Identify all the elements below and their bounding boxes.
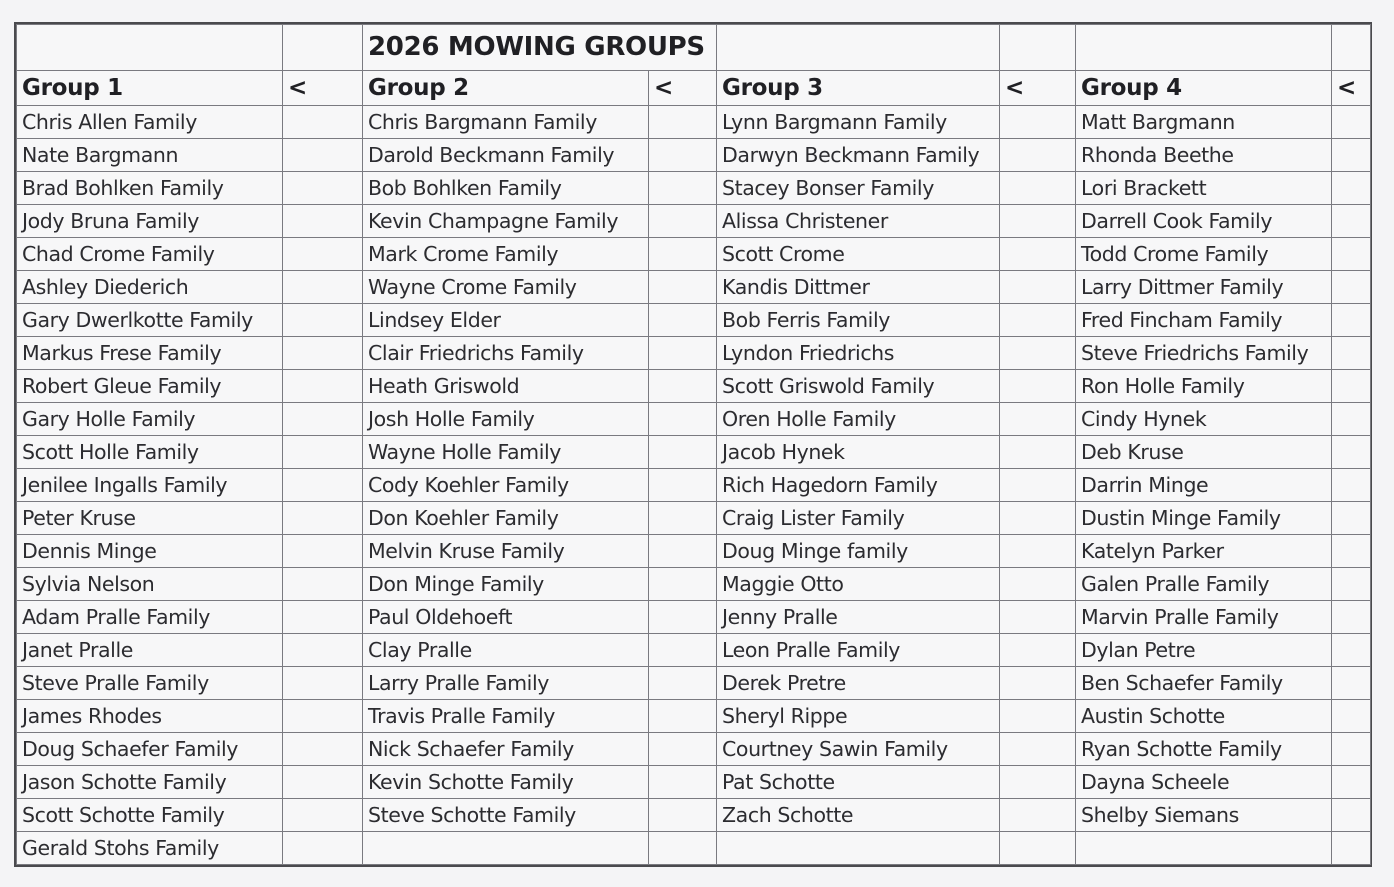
group-1-member-cell: Jason Schotte Family	[17, 766, 283, 799]
group-2-check-cell	[649, 535, 717, 568]
title-spacer-cell	[1076, 25, 1332, 71]
title-spacer-cell	[1000, 25, 1076, 71]
group-4-member-cell: Katelyn Parker	[1076, 535, 1332, 568]
group-4-member-cell: Fred Fincham Family	[1076, 304, 1332, 337]
group-2-check-cell	[649, 700, 717, 733]
group-4-check-cell	[1332, 667, 1371, 700]
group-1-member-cell: Robert Gleue Family	[17, 370, 283, 403]
group-1-check-cell	[283, 700, 363, 733]
group-4-member-cell: Dustin Minge Family	[1076, 502, 1332, 535]
group-3-member-cell: Derek Pretre	[717, 667, 1000, 700]
group-1-member-cell: Jody Bruna Family	[17, 205, 283, 238]
table-row	[17, 304, 1371, 337]
group-2-check-cell	[649, 502, 717, 535]
group-2-member-cell	[363, 832, 649, 865]
group-1-member-cell: Brad Bohlken Family	[17, 172, 283, 205]
group-3-mark: <	[1000, 71, 1076, 106]
group-3-member-cell: Leon Pralle Family	[717, 634, 1000, 667]
group-2-header: Group 2	[363, 71, 649, 106]
group-4-member-cell: Galen Pralle Family	[1076, 568, 1332, 601]
group-3-check-cell	[1000, 106, 1076, 139]
group-4-member-cell: Deb Kruse	[1076, 436, 1332, 469]
group-2-member-cell: Travis Pralle Family	[363, 700, 649, 733]
group-3-member-cell	[717, 832, 1000, 865]
group-2-member-cell: Cody Koehler Family	[363, 469, 649, 502]
table-row	[17, 766, 1371, 799]
header-row	[17, 71, 1371, 106]
group-4-check-cell	[1332, 601, 1371, 634]
group-3-check-cell	[1000, 469, 1076, 502]
group-3-check-cell	[1000, 271, 1076, 304]
table-row	[17, 106, 1371, 139]
title-cell	[363, 25, 717, 71]
group-4-check-cell	[1332, 370, 1371, 403]
group-2-member-cell: Lindsey Elder	[363, 304, 649, 337]
title-spacer-cell	[17, 25, 283, 71]
group-1-check-cell	[283, 205, 363, 238]
group-3-check-cell	[1000, 832, 1076, 865]
group-2-check-cell	[649, 799, 717, 832]
group-3-member-cell: Craig Lister Family	[717, 502, 1000, 535]
group-4-member-cell: Darrell Cook Family	[1076, 205, 1332, 238]
table-row	[17, 799, 1371, 832]
group-1-member-cell: Sylvia Nelson	[17, 568, 283, 601]
table-row	[17, 535, 1371, 568]
group-3-member-cell: Scott Griswold Family	[717, 370, 1000, 403]
group-4-member-cell: Austin Schotte	[1076, 700, 1332, 733]
group-1-member-cell: Scott Schotte Family	[17, 799, 283, 832]
mowing-groups-table	[16, 24, 1371, 865]
group-2-check-cell	[649, 832, 717, 865]
group-2-member-cell: Don Koehler Family	[363, 502, 649, 535]
group-2-mark: <	[649, 71, 717, 106]
group-3-member-cell: Sheryl Rippe	[717, 700, 1000, 733]
group-2-member-cell: Kevin Champagne Family	[363, 205, 649, 238]
table-row	[17, 700, 1371, 733]
group-4-check-cell	[1332, 568, 1371, 601]
group-3-check-cell	[1000, 172, 1076, 205]
group-2-member-cell: Wayne Holle Family	[363, 436, 649, 469]
group-3-check-cell	[1000, 238, 1076, 271]
group-1-member-cell: Nate Bargmann	[17, 139, 283, 172]
group-1-check-cell	[283, 139, 363, 172]
group-4-member-cell: Ryan Schotte Family	[1076, 733, 1332, 766]
group-3-check-cell	[1000, 304, 1076, 337]
group-4-member-cell: Matt Bargmann	[1076, 106, 1332, 139]
group-4-member-cell: Ron Holle Family	[1076, 370, 1332, 403]
group-4-check-cell	[1332, 535, 1371, 568]
group-4-check-cell	[1332, 271, 1371, 304]
page-title: 2026 MOWING GROUPS	[368, 32, 705, 62]
group-3-check-cell	[1000, 667, 1076, 700]
group-3-check-cell	[1000, 139, 1076, 172]
group-4-check-cell	[1332, 403, 1371, 436]
group-4-check-cell	[1332, 304, 1371, 337]
group-3-member-cell: Stacey Bonser Family	[717, 172, 1000, 205]
group-1-member-cell: Ashley Diederich	[17, 271, 283, 304]
group-4-check-cell	[1332, 766, 1371, 799]
group-2-member-cell: Bob Bohlken Family	[363, 172, 649, 205]
group-2-check-cell	[649, 733, 717, 766]
group-2-check-cell	[649, 271, 717, 304]
title-spacer-cell	[1332, 25, 1371, 71]
group-4-check-cell	[1332, 700, 1371, 733]
group-4-check-cell	[1332, 799, 1371, 832]
group-2-check-cell	[649, 469, 717, 502]
group-1-check-cell	[283, 370, 363, 403]
group-3-member-cell: Courtney Sawin Family	[717, 733, 1000, 766]
group-3-check-cell	[1000, 337, 1076, 370]
group-2-check-cell	[649, 403, 717, 436]
group-1-check-cell	[283, 403, 363, 436]
group-2-member-cell: Mark Crome Family	[363, 238, 649, 271]
group-4-member-cell: Dylan Petre	[1076, 634, 1332, 667]
group-1-member-cell: James Rhodes	[17, 700, 283, 733]
group-1-check-cell	[283, 238, 363, 271]
group-1-check-cell	[283, 601, 363, 634]
group-3-member-cell: Jenny Pralle	[717, 601, 1000, 634]
group-1-check-cell	[283, 832, 363, 865]
group-3-member-cell: Oren Holle Family	[717, 403, 1000, 436]
group-4-mark: <	[1332, 71, 1371, 106]
table-row	[17, 205, 1371, 238]
group-4-member-cell: Dayna Scheele	[1076, 766, 1332, 799]
group-3-check-cell	[1000, 370, 1076, 403]
group-1-check-cell	[283, 271, 363, 304]
group-2-check-cell	[649, 370, 717, 403]
group-2-member-cell: Kevin Schotte Family	[363, 766, 649, 799]
group-4-check-cell	[1332, 469, 1371, 502]
group-2-check-cell	[649, 436, 717, 469]
group-3-member-cell: Jacob Hynek	[717, 436, 1000, 469]
group-2-member-cell: Chris Bargmann Family	[363, 106, 649, 139]
group-4-check-cell	[1332, 205, 1371, 238]
group-1-mark: <	[283, 71, 363, 106]
group-4-member-cell: Todd Crome Family	[1076, 238, 1332, 271]
group-2-member-cell: Josh Holle Family	[363, 403, 649, 436]
group-1-member-cell: Markus Frese Family	[17, 337, 283, 370]
group-1-check-cell	[283, 667, 363, 700]
group-1-member-cell: Gerald Stohs Family	[17, 832, 283, 865]
group-4-check-cell	[1332, 502, 1371, 535]
group-2-check-cell	[649, 139, 717, 172]
table-row	[17, 403, 1371, 436]
group-3-check-cell	[1000, 700, 1076, 733]
group-4-member-cell	[1076, 832, 1332, 865]
group-1-check-cell	[283, 304, 363, 337]
group-4-header: Group 4	[1076, 71, 1332, 106]
group-3-member-cell: Lyndon Friedrichs	[717, 337, 1000, 370]
group-3-check-cell	[1000, 205, 1076, 238]
group-2-check-cell	[649, 238, 717, 271]
group-2-check-cell	[649, 667, 717, 700]
table-row	[17, 436, 1371, 469]
group-4-check-cell	[1332, 139, 1371, 172]
table-row	[17, 733, 1371, 766]
group-4-check-cell	[1332, 832, 1371, 865]
table-row	[17, 469, 1371, 502]
title-spacer-cell	[283, 25, 363, 71]
group-3-check-cell	[1000, 502, 1076, 535]
group-4-check-cell	[1332, 172, 1371, 205]
table-row	[17, 271, 1371, 304]
group-4-check-cell	[1332, 106, 1371, 139]
title-row	[17, 25, 1371, 71]
group-1-check-cell	[283, 766, 363, 799]
group-1-check-cell	[283, 733, 363, 766]
group-3-check-cell	[1000, 568, 1076, 601]
group-1-header: Group 1	[17, 71, 283, 106]
group-1-member-cell: Peter Kruse	[17, 502, 283, 535]
group-2-member-cell: Don Minge Family	[363, 568, 649, 601]
table-row	[17, 172, 1371, 205]
group-2-member-cell: Paul Oldehoeft	[363, 601, 649, 634]
group-2-check-cell	[649, 337, 717, 370]
group-2-check-cell	[649, 634, 717, 667]
group-3-header: Group 3	[717, 71, 1000, 106]
group-3-check-cell	[1000, 733, 1076, 766]
group-4-member-cell: Rhonda Beethe	[1076, 139, 1332, 172]
group-4-check-cell	[1332, 238, 1371, 271]
group-1-member-cell: Chris Allen Family	[17, 106, 283, 139]
table-row	[17, 667, 1371, 700]
group-3-member-cell: Lynn Bargmann Family	[717, 106, 1000, 139]
group-3-member-cell: Darwyn Beckmann Family	[717, 139, 1000, 172]
group-3-member-cell: Scott Crome	[717, 238, 1000, 271]
group-4-member-cell: Shelby Siemans	[1076, 799, 1332, 832]
group-2-member-cell: Wayne Crome Family	[363, 271, 649, 304]
group-2-member-cell: Clay Pralle	[363, 634, 649, 667]
group-3-member-cell: Alissa Christener	[717, 205, 1000, 238]
group-2-member-cell: Clair Friedrichs Family	[363, 337, 649, 370]
group-3-check-cell	[1000, 403, 1076, 436]
group-2-check-cell	[649, 568, 717, 601]
group-4-check-cell	[1332, 436, 1371, 469]
group-1-member-cell: Dennis Minge	[17, 535, 283, 568]
group-2-member-cell: Nick Schaefer Family	[363, 733, 649, 766]
group-1-check-cell	[283, 106, 363, 139]
table-row	[17, 832, 1371, 865]
group-3-check-cell	[1000, 766, 1076, 799]
table-row	[17, 238, 1371, 271]
group-4-member-cell: Steve Friedrichs Family	[1076, 337, 1332, 370]
group-1-check-cell	[283, 502, 363, 535]
group-3-member-cell: Kandis Dittmer	[717, 271, 1000, 304]
group-1-check-cell	[283, 568, 363, 601]
group-1-member-cell: Jenilee Ingalls Family	[17, 469, 283, 502]
table-row	[17, 634, 1371, 667]
group-1-member-cell: Janet Pralle	[17, 634, 283, 667]
group-1-check-cell	[283, 172, 363, 205]
group-3-member-cell: Rich Hagedorn Family	[717, 469, 1000, 502]
table-row	[17, 568, 1371, 601]
group-3-member-cell: Doug Minge family	[717, 535, 1000, 568]
group-1-member-cell: Scott Holle Family	[17, 436, 283, 469]
mowing-groups-sheet	[14, 22, 1372, 867]
group-2-member-cell: Heath Griswold	[363, 370, 649, 403]
group-1-check-cell	[283, 799, 363, 832]
group-1-check-cell	[283, 469, 363, 502]
group-4-check-cell	[1332, 733, 1371, 766]
group-4-member-cell: Cindy Hynek	[1076, 403, 1332, 436]
group-3-check-cell	[1000, 634, 1076, 667]
group-4-check-cell	[1332, 337, 1371, 370]
group-1-member-cell: Adam Pralle Family	[17, 601, 283, 634]
title-spacer-cell	[717, 25, 1000, 71]
group-4-member-cell: Marvin Pralle Family	[1076, 601, 1332, 634]
group-4-check-cell	[1332, 634, 1371, 667]
group-2-check-cell	[649, 304, 717, 337]
group-2-check-cell	[649, 766, 717, 799]
group-2-check-cell	[649, 205, 717, 238]
group-3-check-cell	[1000, 535, 1076, 568]
table-row	[17, 139, 1371, 172]
group-4-member-cell: Darrin Minge	[1076, 469, 1332, 502]
group-2-member-cell: Steve Schotte Family	[363, 799, 649, 832]
group-1-member-cell: Steve Pralle Family	[17, 667, 283, 700]
group-1-check-cell	[283, 634, 363, 667]
group-3-check-cell	[1000, 799, 1076, 832]
table-row	[17, 601, 1371, 634]
group-3-member-cell: Maggie Otto	[717, 568, 1000, 601]
group-1-member-cell: Gary Dwerlkotte Family	[17, 304, 283, 337]
table-row	[17, 337, 1371, 370]
group-1-check-cell	[283, 337, 363, 370]
group-3-check-cell	[1000, 601, 1076, 634]
group-3-member-cell: Zach Schotte	[717, 799, 1000, 832]
group-2-member-cell: Melvin Kruse Family	[363, 535, 649, 568]
group-1-member-cell: Doug Schaefer Family	[17, 733, 283, 766]
group-3-member-cell: Pat Schotte	[717, 766, 1000, 799]
group-2-member-cell: Darold Beckmann Family	[363, 139, 649, 172]
table-row	[17, 370, 1371, 403]
group-3-member-cell: Bob Ferris Family	[717, 304, 1000, 337]
group-1-check-cell	[283, 535, 363, 568]
group-4-member-cell: Larry Dittmer Family	[1076, 271, 1332, 304]
group-2-check-cell	[649, 172, 717, 205]
group-2-check-cell	[649, 601, 717, 634]
group-2-member-cell: Larry Pralle Family	[363, 667, 649, 700]
group-1-check-cell	[283, 436, 363, 469]
group-2-check-cell	[649, 106, 717, 139]
group-4-member-cell: Ben Schaefer Family	[1076, 667, 1332, 700]
group-3-check-cell	[1000, 436, 1076, 469]
group-1-member-cell: Chad Crome Family	[17, 238, 283, 271]
group-1-member-cell: Gary Holle Family	[17, 403, 283, 436]
group-4-member-cell: Lori Brackett	[1076, 172, 1332, 205]
table-row	[17, 502, 1371, 535]
